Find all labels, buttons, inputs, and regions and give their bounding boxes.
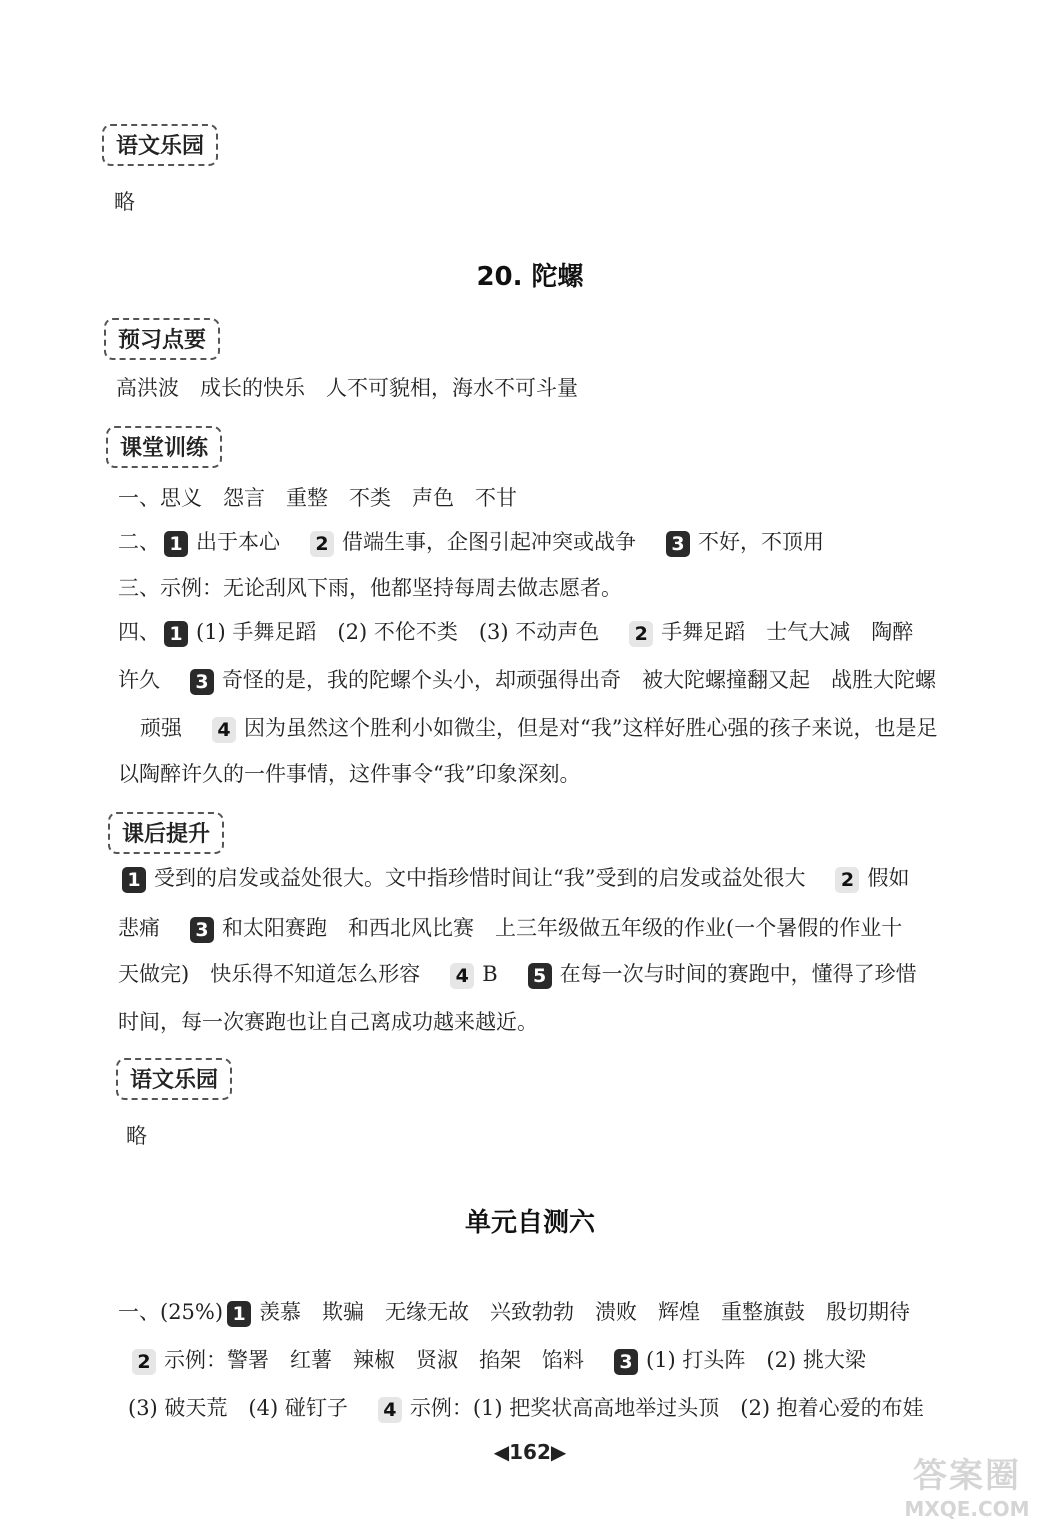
unit-title: 单元自测六 xyxy=(464,1208,595,1238)
answer-text: 和太阳赛跑 和西北风比赛 上三年级做五年级的作业(一个暑假的作业十 xyxy=(222,916,903,940)
answer-text: 悲痛 xyxy=(118,916,160,940)
kehou-line-4: 时间，每一次赛跑也让自己离成功越来越近。 xyxy=(118,1010,538,1034)
watermark-url: MXQE.COM xyxy=(904,1497,1030,1521)
ketang-line-2 xyxy=(118,526,824,557)
answer-text: 在每一次与时间的赛跑中，懂得了珍惜 xyxy=(559,962,917,986)
ketang-line-5 xyxy=(118,664,936,695)
answer-text: 羡慕 欺骗 无缘无故 兴致勃勃 溃败 辉煌 重整旗鼓 殷切期待 xyxy=(259,1300,911,1324)
item-prefix: 四、 xyxy=(118,620,160,644)
watermark-title: 答案圈 xyxy=(913,1456,1021,1496)
answer-omitted: 略 xyxy=(114,190,135,214)
answer-text: 受到的启发或益处很大。文中指珍惜时间让“我”受到的启发或益处很大 xyxy=(154,866,806,890)
question-number-badge: 2 xyxy=(629,621,653,647)
answer-text: 奇怪的是，我的陀螺个头小，却顽强得出奇 被大陀螺撞翻又起 战胜大陀螺 xyxy=(222,668,936,692)
answer-text: 出于本心 xyxy=(196,530,280,554)
question-number-badge: 1 xyxy=(227,1301,251,1327)
question-number-badge: 2 xyxy=(310,531,334,557)
item-prefix: 二、 xyxy=(118,530,160,554)
question-number-badge: 5 xyxy=(528,963,552,989)
page-number: ◀162▶ xyxy=(493,1440,567,1464)
section-tag-yuwen-leyuan: 语文乐园 xyxy=(102,124,218,166)
ketang-line-7: 以陶醉许久的一件事情，这件事令“我”印象深刻。 xyxy=(118,762,581,786)
question-number-badge: 1 xyxy=(122,867,146,893)
question-number-badge: 1 xyxy=(164,531,188,557)
question-number-badge: 1 xyxy=(164,621,188,647)
watermark-logo xyxy=(902,1448,1032,1521)
answer-text: (1) 手舞足蹈 (2) 不伦不类 (3) 不动声色 xyxy=(196,620,600,644)
ketang-line-4 xyxy=(118,616,913,647)
answer-text: 借端生事，企图引起冲突或战争 xyxy=(342,530,636,554)
question-number-badge: 4 xyxy=(378,1397,402,1423)
yuxi-answer: 高洪波 成长的快乐 人不可貌相，海水不可斗量 xyxy=(116,376,578,400)
section-tag-ketang: 课堂训练 xyxy=(106,426,222,468)
answer-text: 顽强 xyxy=(140,716,182,740)
section-tag-yuxi: 预习点要 xyxy=(104,318,220,360)
answer-text: B xyxy=(482,962,498,986)
question-number-badge: 2 xyxy=(132,1349,156,1375)
question-number-badge: 2 xyxy=(835,867,859,893)
item-prefix: 一、(25%) xyxy=(118,1300,224,1324)
kehou-line-2 xyxy=(118,912,902,943)
answer-text: 不好，不顶用 xyxy=(698,530,824,554)
answer-text: 示例：警署 红薯 辣椒 贤淑 掐架 馅料 xyxy=(164,1348,584,1372)
answer-text: 假如 xyxy=(867,866,910,890)
question-number-badge: 4 xyxy=(212,717,236,743)
answer-text: 许久 xyxy=(118,668,160,692)
unit-line-1 xyxy=(118,1296,910,1327)
answer-text: 手舞足蹈 士气大减 陶醉 xyxy=(661,620,914,644)
question-number-badge: 3 xyxy=(614,1349,638,1375)
question-number-badge: 3 xyxy=(190,917,214,943)
question-number-badge: 3 xyxy=(190,669,214,695)
ketang-line-6 xyxy=(140,712,937,743)
answer-text: 因为虽然这个胜利小如微尘，但是对“我”这样好胜心强的孩子来说，也是足 xyxy=(244,716,938,740)
answer-omitted: 略 xyxy=(126,1124,147,1148)
kehou-line-3 xyxy=(118,958,917,989)
ketang-line-1: 一、思义 怨言 重整 不类 声色 不甘 xyxy=(118,486,517,510)
answer-text: 天做完) 快乐得不知道怎么形容 xyxy=(118,962,421,986)
section-tag-yuwen-leyuan: 语文乐园 xyxy=(116,1058,232,1100)
answer-text: (3) 破天荒 (4) 碰钉子 xyxy=(128,1396,348,1420)
answer-text: (1) 打头阵 (2) 挑大梁 xyxy=(646,1348,866,1372)
section-tag-kehou: 课后提升 xyxy=(108,812,224,854)
lesson-title: 20. 陀螺 xyxy=(476,262,584,292)
answer-text: 示例：(1) 把奖状高高地举过头顶 (2) 抱着心爱的布娃 xyxy=(409,1396,924,1420)
unit-line-3 xyxy=(128,1392,924,1423)
ketang-line-3: 三、示例：无论刮风下雨，他都坚持每周去做志愿者。 xyxy=(118,576,622,600)
question-number-badge: 3 xyxy=(666,531,690,557)
unit-line-2 xyxy=(128,1344,866,1375)
question-number-badge: 4 xyxy=(450,963,474,989)
kehou-line-1 xyxy=(118,862,909,893)
